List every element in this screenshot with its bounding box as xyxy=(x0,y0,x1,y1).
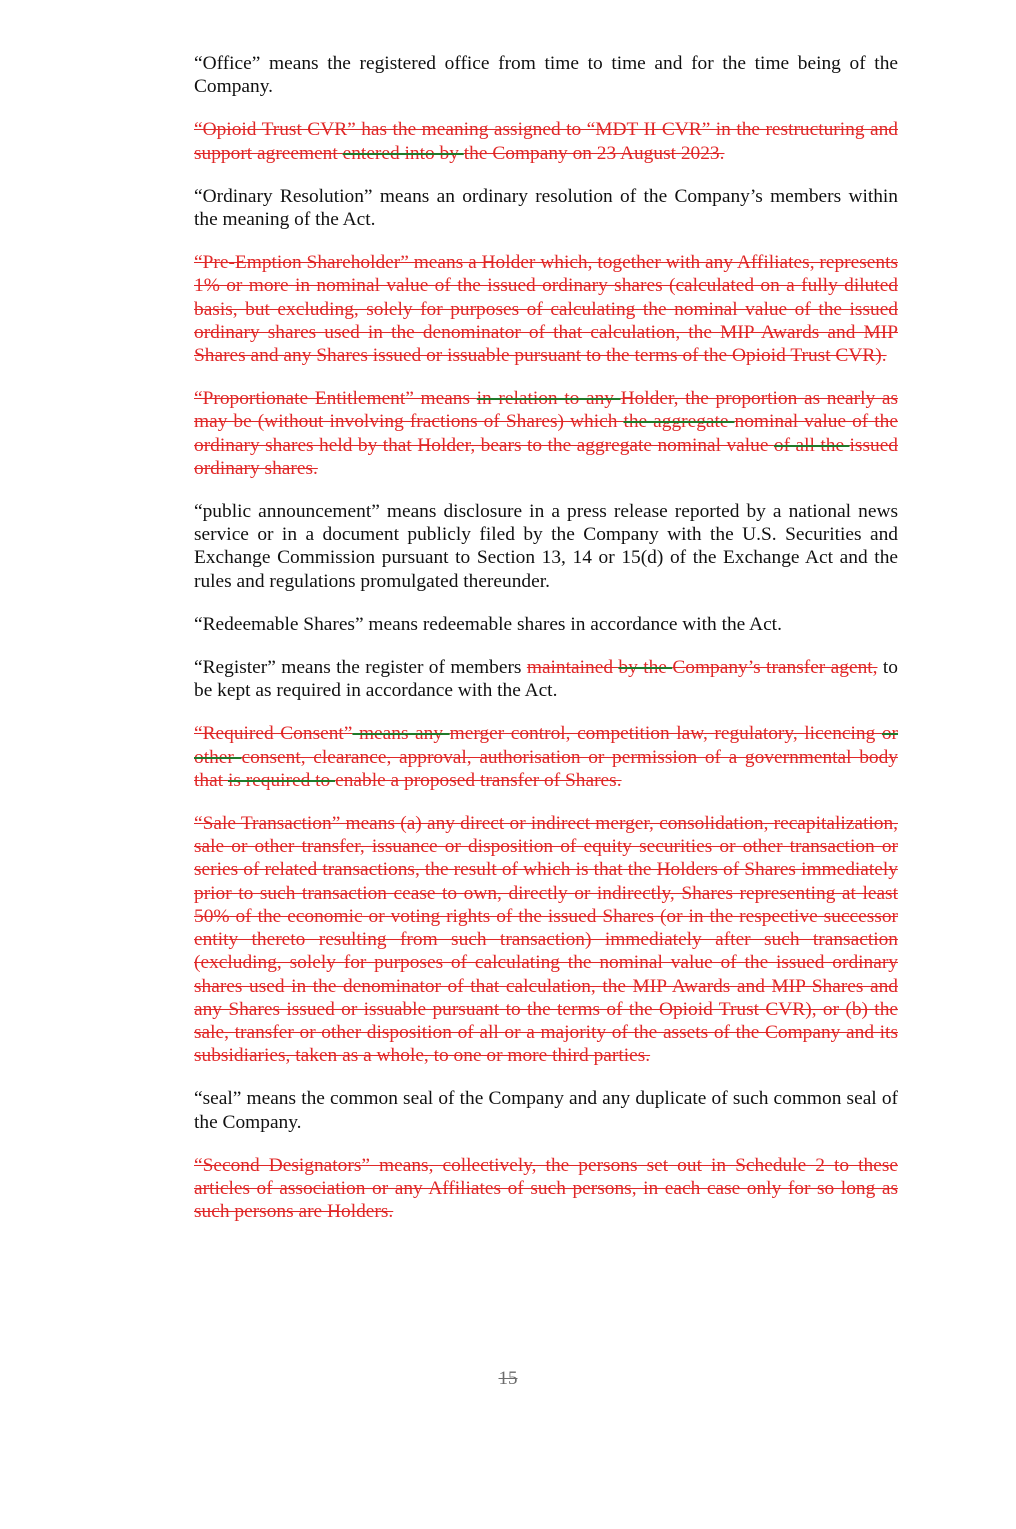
text-segment: “Office” means the registered office from time to time and for the time being of the Company. xyxy=(194,53,898,98)
definition-public-announcement xyxy=(194,500,898,593)
page-number: 15 xyxy=(498,1368,518,1389)
deleted-text-segment: merger control, competition law, regulatory, licencing xyxy=(449,723,882,745)
deleted-text-segment: “Proportionate Entitlement” means xyxy=(194,388,477,410)
definition-register xyxy=(194,656,898,702)
definition-redeemable-shares xyxy=(194,613,898,636)
definition-proportionate-entitlement xyxy=(194,387,898,480)
definition-ordinary-resolution xyxy=(194,185,898,231)
text-segment: “Redeemable Shares” means redeemable shares in accordance with the Act. xyxy=(194,613,782,635)
deleted-text-segment: by the xyxy=(618,657,673,679)
definition-second-designators xyxy=(194,1154,898,1224)
deleted-text-segment: entered into by xyxy=(342,142,464,164)
deleted-text-segment: “Opioid Trust CVR” has the meaning assigned to “MDT II CVR” in the restructuring and support agreement xyxy=(194,119,898,164)
text-segment: “seal” means the common seal of the Company and any duplicate of such common seal of the Company. xyxy=(194,1088,898,1133)
deleted-text-segment: Company’s transfer agent, xyxy=(672,657,878,679)
definition-opioid-trust-cvr xyxy=(194,118,898,164)
definitions-body xyxy=(194,52,898,1243)
text-segment: “public announcement” means disclosure in a press release reported by a national news service or in a document publicly filed by the Company with the U.S. Securities and Exchange Commission pursuant to Section 13, 14 or 15(d) of the Exchange Act and the rules and regulations promulgated thereunder. xyxy=(194,501,898,592)
deleted-text-segment: “Required Consent” xyxy=(194,723,353,745)
deleted-text-segment: “Sale Transaction” means (a) any direct or indirect merger, consolidation, recapitalization, sale or other transfer, issuance or disposition of equity securities or other transaction or series of related transactions, the result of which is that the Holders of Shares immediately prior to such transaction cease to own, directly or indirectly, Shares representing at least 50% of the economic or voting rights of the issued Shares (or in the respective successor entity thereto resulting from such transaction) immediately after such transaction (excluding, solely for purposes of calculating the nominal value of the issued ordinary shares used in the denominator of that calculation, the MIP Awards and MIP Shares and any Shares issued or issuable pursuant to the terms of the Opioid Trust CVR), or (b) the sale, transfer or other disposition of all or a majority of the assets of the Company and its subsidiaries, taken as a whole, to one or more third parties. xyxy=(194,813,898,1067)
deleted-text-segment: means any xyxy=(352,723,450,745)
deleted-text-segment: is required to xyxy=(227,769,336,791)
deleted-text-segment: maintained xyxy=(526,657,619,679)
definition-pre-emption-shareholder xyxy=(194,251,898,367)
deleted-text-segment: “Pre-Emption Shareholder” means a Holder which, together with any Affiliates, represents 1% or more in nominal value of the issued ordinary shares (calculated on a fully diluted basis, but excluding, solely for purposes of calculating the nominal value of the issued ordinary shares used in the denominator of that calculation, the MIP Awards and MIP Shares and any Shares issued or issuable pursuant to the terms of the Opioid Trust CVR). xyxy=(194,252,898,367)
deleted-text-segment: consent, clearance, approval, authorisation or permission of a governmental body that xyxy=(194,746,898,791)
deleted-text-segment: enable a proposed transfer of Shares. xyxy=(335,769,622,791)
text-segment: to be kept as required in accordance with the Act. xyxy=(194,657,899,702)
deleted-text-segment: Holder, the proportion as nearly as may be (without involving fractions of Shares) which xyxy=(194,388,898,433)
definition-office xyxy=(194,52,898,98)
text-segment: “Ordinary Resolution” means an ordinary resolution of the Company’s members within the meaning of the Act. xyxy=(194,185,898,231)
deleted-text-segment: issued ordinary shares. xyxy=(194,434,898,479)
text-segment: “Register” means the register of members xyxy=(194,657,527,679)
deleted-text-segment: in relation to any xyxy=(476,388,621,410)
deleted-text-segment: or other xyxy=(194,723,899,768)
definition-required-consent xyxy=(194,722,898,792)
definition-seal xyxy=(194,1087,898,1133)
deleted-text-segment: the Company on 23 August 2023. xyxy=(463,142,725,164)
deleted-text-segment: nominal value of the ordinary shares held by that Holder, bears to the aggregate nominal value xyxy=(194,411,898,456)
deleted-text-segment: “Second Designators” means, collectively, the persons set out in Schedule 2 to these articles of association or any Affiliates of such persons, in each case only for so long as such persons are Holders. xyxy=(194,1154,898,1223)
deleted-text-segment: the aggregate xyxy=(623,411,735,433)
definition-sale-transaction xyxy=(194,812,898,1067)
deleted-text-segment: of all the xyxy=(773,434,850,456)
